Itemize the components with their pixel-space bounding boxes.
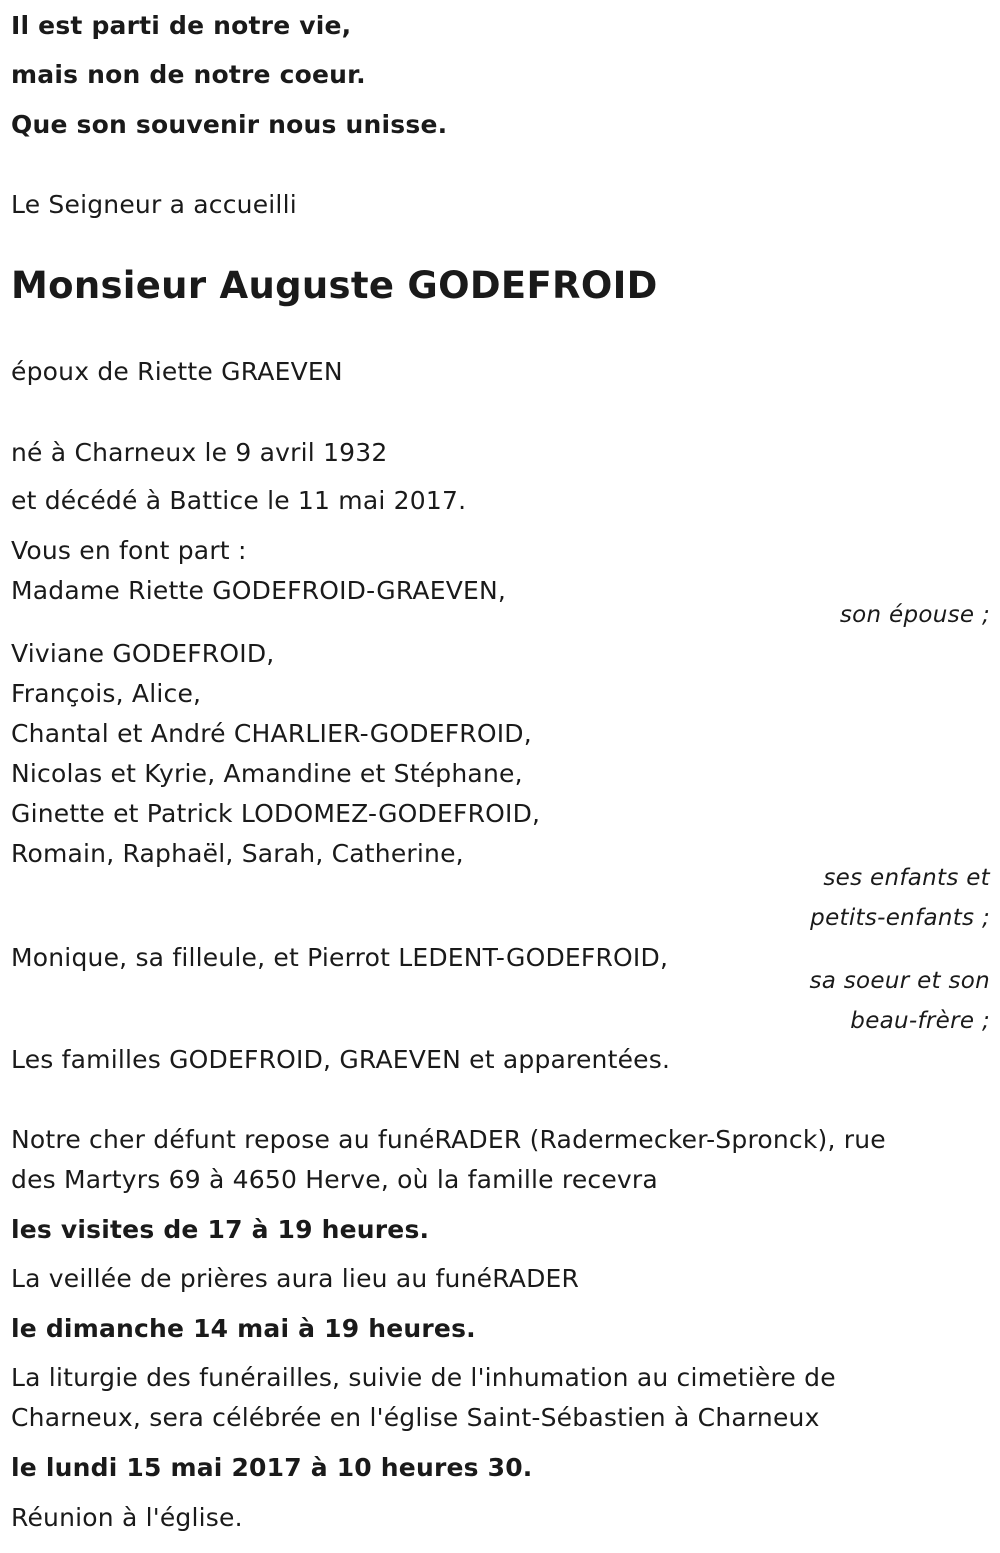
meeting-line: Réunion à l'église.	[11, 1503, 243, 1532]
family-line: François, Alice,	[11, 679, 202, 708]
family-line: Les familles GODEFROID, GRAEVEN et apparentées.	[11, 1045, 671, 1074]
vigil-line: La veillée de prières aura lieu au funéRADER	[11, 1264, 580, 1293]
family-line: Viviane GODEFROID,	[11, 639, 275, 668]
family-line: Chantal et André CHARLIER-GODEFROID,	[11, 719, 532, 748]
relation-label: beau-frère ;	[850, 1008, 990, 1034]
intro-text: Le Seigneur a accueilli	[11, 190, 297, 219]
announcement-lead: Vous en font part :	[11, 536, 247, 565]
relation-label: son épouse ;	[839, 602, 990, 628]
relation-label: petits-enfants ;	[810, 905, 990, 931]
death-line: et décédé à Battice le 11 mai 2017.	[11, 486, 467, 515]
repose-line-1: Notre cher défunt repose au funéRADER (Radermecker-Spronck), rue	[11, 1125, 886, 1154]
family-line: Ginette et Patrick LODOMEZ-GODEFROID,	[11, 799, 541, 828]
family-line: Romain, Raphaël, Sarah, Catherine,	[11, 839, 464, 868]
poem-line-2: mais non de notre coeur.	[11, 60, 366, 89]
visits-time: les visites de 17 à 19 heures.	[11, 1215, 430, 1244]
liturgy-line-1: La liturgie des funérailles, suivie de l'inhumation au cimetière de	[11, 1363, 836, 1392]
family-line: Madame Riette GODEFROID-GRAEVEN,	[11, 576, 507, 605]
relation-label: ses enfants et	[823, 865, 990, 891]
family-line: Monique, sa filleule, et Pierrot LEDENT-GODEFROID,	[11, 943, 669, 972]
liturgy-line-2: Charneux, sera célébrée en l'église Saint-Sébastien à Charneux	[11, 1403, 820, 1432]
birth-line: né à Charneux le 9 avril 1932	[11, 438, 388, 467]
family-line: Nicolas et Kyrie, Amandine et Stéphane,	[11, 759, 523, 788]
poem-line-3: Que son souvenir nous unisse.	[11, 110, 448, 139]
relation-label: sa soeur et son	[809, 968, 990, 994]
spouse-line: époux de Riette GRAEVEN	[11, 357, 343, 386]
poem-line-1: Il est parti de notre vie,	[11, 11, 352, 40]
liturgy-time: le lundi 15 mai 2017 à 10 heures 30.	[11, 1453, 533, 1482]
repose-line-2: des Martyrs 69 à 4650 Herve, où la famille recevra	[11, 1165, 658, 1194]
vigil-time: le dimanche 14 mai à 19 heures.	[11, 1314, 476, 1343]
deceased-name: Monsieur Auguste GODEFROID	[11, 264, 658, 307]
